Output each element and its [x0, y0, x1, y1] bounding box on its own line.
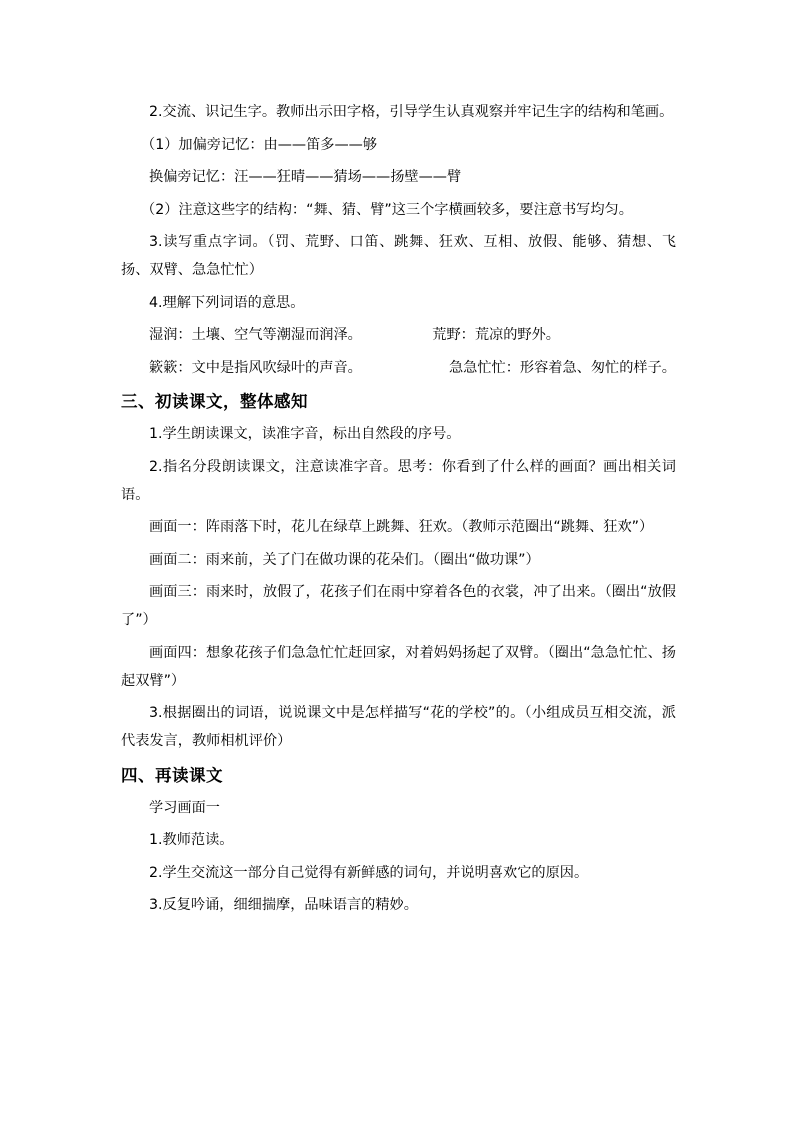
paragraph-change-radical: 换偏旁记忆：汪——狂晴——猜场——扬壁——臂 — [149, 169, 462, 185]
paragraph-picture-four: 画面四：想象花孩子们急急忙忙赶回家，对着妈妈扬起了双臂。（圈出“急急忙忙、扬起双臂”） — [121, 644, 676, 689]
paragraph-structure-note: （2）注意这些字的结构：“舞、猜、臂”这三个字横画较多，要注意书写均匀。 — [141, 201, 633, 218]
section-heading-first-reading: 三、初读课文，整体感知 — [121, 392, 308, 411]
paragraph-recite: 3.反复吟诵，细细揣摩，品味语言的精妙。 — [149, 897, 418, 913]
paragraph-student-exchange: 2.学生交流这一部分自己觉得有新鲜感的词句，并说明喜欢它的原因。 — [149, 864, 589, 881]
document-body — [121, 98, 676, 924]
definition-huangye: 荒野：荒凉的野外。 — [432, 327, 560, 343]
paragraph-understand-words: 4.理解下列词语的意思。 — [149, 294, 305, 311]
paragraph-picture-one: 画面一：阵雨落下时，花儿在绿草上跳舞、狂欢。（教师示范圈出“跳舞、狂欢”） — [149, 519, 654, 535]
definition-row-2 — [121, 354, 676, 382]
section-heading-reread: 四、再读课文 — [121, 765, 223, 785]
paragraph-describe-school: 3.根据圈出的词语，说说课文中是怎样描写“花的学校”的。（小组成员互相交流，派代表发言，教师相机评价） — [121, 705, 676, 749]
paragraph-teacher-model-reading: 1.教师范读。 — [149, 832, 234, 848]
paragraph-picture-two: 画面二：雨来前，关了门在做功课的花朵们。（圈出“做功课”） — [149, 551, 540, 568]
definition-jijimangmang: 急急忙忙：形容着急、匆忙的样子。 — [448, 359, 676, 376]
definition-row-1 — [121, 321, 676, 349]
paragraph-picture-three: 画面三：雨来时，放假了，花孩子们在雨中穿着各色的衣裳，冲了出来。（圈出“放假了”） — [121, 584, 676, 628]
paragraph-learn-picture-one: 学习画面一 — [149, 799, 220, 816]
definition-susu: 簌簌：文中是指风吹绿叶的声音。 — [149, 359, 362, 376]
definition-shirun: 湿润：土壤、空气等潮湿而润泽。 — [149, 327, 362, 343]
paragraph-read-aloud: 1.学生朗读课文，读准字音，标出自然段的序号。 — [149, 426, 461, 442]
paragraph-radical-memory: （1）加偏旁记忆：由——笛多——够 — [141, 136, 378, 153]
paragraph-learn-characters: 2.交流、识记生字。教师出示田字格，引导学生认真观察并牢记生字的结构和笔画。 — [149, 104, 674, 120]
paragraph-segment-reading: 2.指名分段朗读课文，注意读准字音。思考：你看到了什么样的画面？画出相关词语。 — [121, 458, 676, 503]
paragraph-key-words: 3.读写重点字词。（罚、荒野、口笛、跳舞、狂欢、互相、放假、能够、猜想、飞扬、双臂、急急忙忙） — [121, 234, 676, 278]
